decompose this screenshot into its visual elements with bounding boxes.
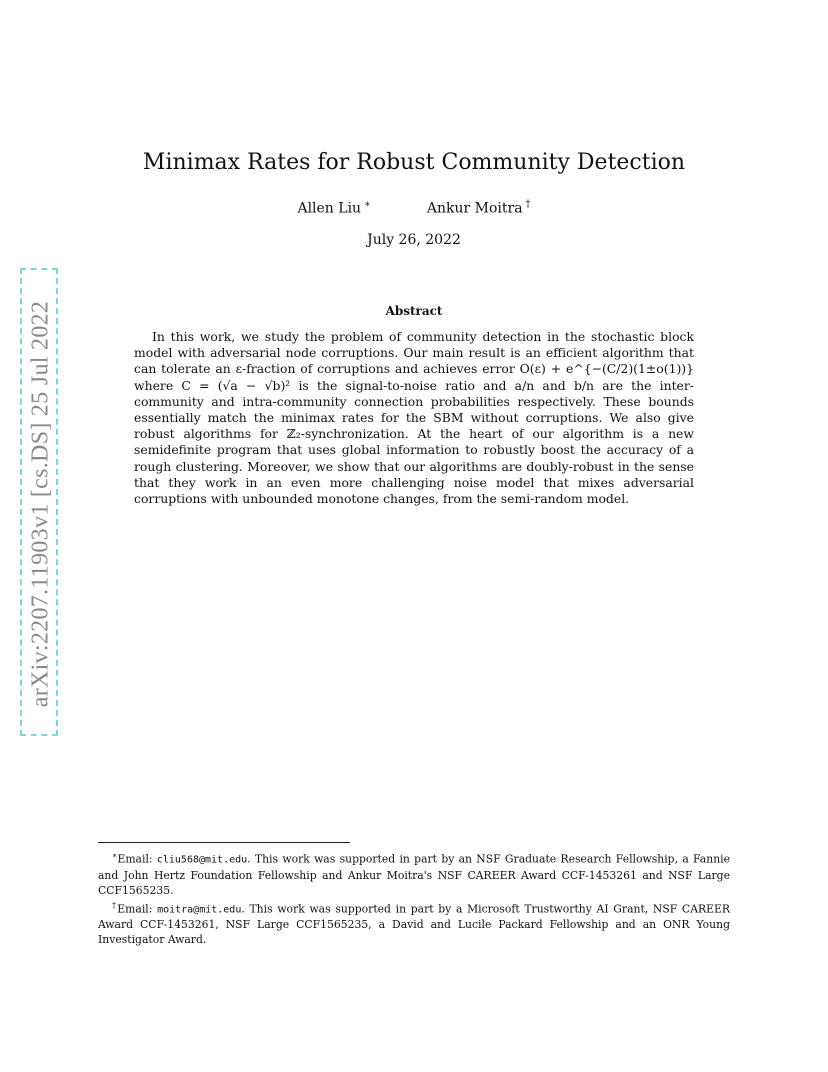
footnote-mark: † [112, 900, 118, 910]
footnote-divider [98, 842, 350, 843]
author-name: Ankur Moitra [426, 200, 523, 217]
abstract-text: In this work, we study the problem of community detection in the stochastic block model with adversarial node corruptions. Our main result is an efficient algorithm that can tolerate an ε-fraction of corruptions and achieves error O(ε) + e^{−(C/2)(1±o(1))} where C = (√a − √b)² is the signal-to-noise ratio and a/n and b/n are the inter-community and intra-community connection probabilities respectively. These bounds essentially match the minimax rates for the SBM without corruptions. We also give robust algorithms for ℤ₂-synchronization. At the heart of our algorithm is a new semidefinite program that uses global information to robustly boost the accuracy of a rough clustering. Moreover, we show that our algorithms are doubly-robust in the sense that they work in an even more challenging noise model that mixes adversarial corruptions with unbounded monotone changes, from the semi-random model. [134, 329, 694, 507]
author-email[interactable]: cliu568@mit.edu [156, 854, 248, 866]
arxiv-watermark [20, 268, 58, 736]
footnote-text: This work was supported in part by an NSF Graduate Research Fellowship, a Fannie and John Hertz Foundation Fellowship and Ankur Moitra's NSF CAREER Award CCF-1453261 and NSF Large CCF1565235. [98, 852, 730, 897]
footnote-label: Email: [117, 902, 153, 916]
footnote-mark: ∗ [112, 851, 118, 860]
paper-title: Minimax Rates for Robust Community Detection [142, 150, 686, 175]
footnote: ∗Email: cliu568@mit.edu. This work was supported in part by an NSF Graduate Research Fellowship, a Fannie and John Hertz Foundation Fellowship and Ankur Moitra's NSF CAREER Award CCF-1453261 and NSF Large CCF1565235. [98, 851, 730, 897]
author [427, 199, 531, 217]
footnotes [98, 848, 730, 947]
author-email[interactable]: moitra@mit.edu [157, 904, 242, 916]
footnote-label: Email: [117, 852, 153, 866]
footnote-text: This work was supported in part by a Microsoft Trustworthy AI Grant, NSF CAREER Award CCF-1453261, NSF Large CCF1565235, a David and Lucile Packard Fellowship and an ONR Young Investigator Award. [98, 902, 731, 947]
arxiv-identifier: arXiv:2207.11903v1 [cs.DS] 25 Jul 2022 [27, 300, 54, 708]
author-name: Allen Liu [297, 200, 362, 217]
abstract-heading: Abstract [385, 304, 443, 318]
author-footnote-mark: † [525, 199, 531, 210]
footnote: †Email: moitra@mit.edu. This work was supported in part by a Microsoft Trustworthy AI Grant, NSF CAREER Award CCF-1453261, NSF Large CCF1565235, a David and Lucile Packard Fellowship and an ONR Young Investigator Award. [98, 900, 731, 947]
author-list [0, 199, 828, 217]
author [297, 199, 370, 217]
author-footnote-mark: ∗ [364, 199, 371, 210]
paper-date: July 26, 2022 [367, 232, 461, 248]
